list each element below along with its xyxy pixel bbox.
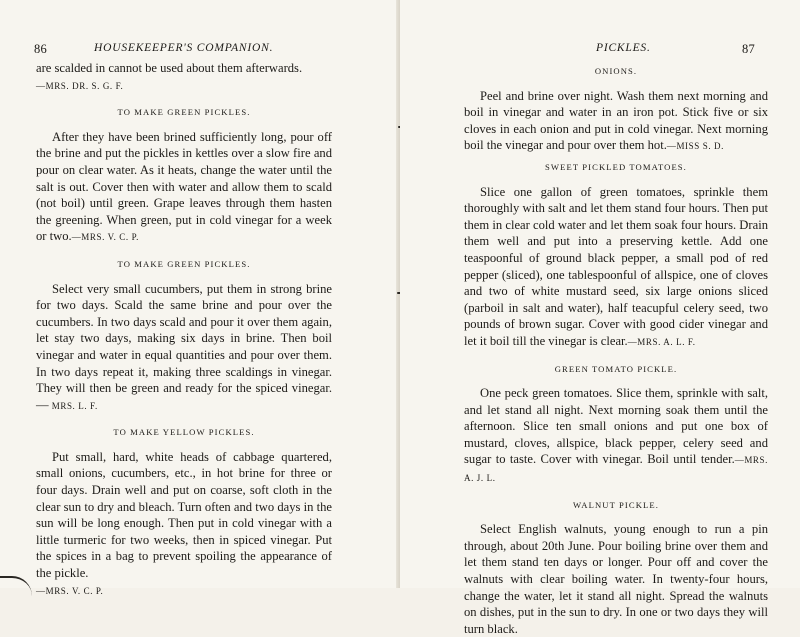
recipe-body: Select very small cucumbers, put them in strong brine for two days. Scald the same brine and pour over the cucumbers. In two days scald and pour it over them again, let stay two days, making six days in brine. Then boil vinegar and water in equal quantities and pour over them. In two days repeat it, making three scaldings in vinegar. They will then be green and ready for the spiced vinegar.— MRS. L. F.: [36, 281, 332, 412]
recipe-body: Select English walnuts, young enough to run a pin through, about 20th June. Pour boiling brine over them and let them stand ten days or longer. Pour off and cover the walnuts with clear boiling water. In twenty-four hours, change the water, let it stand all night. Spread the walnuts on dishes, put in the sun to dry. In one or two days they will turn black.: [464, 522, 768, 636]
left-text-column: [36, 60, 332, 599]
recipe-title: ONIONS.: [594, 66, 638, 76]
right-page-number: 87: [742, 42, 756, 56]
recipe-body: Slice one gallon of green tomatoes, sprinkle them thoroughly with salt and let them stand four hours. Then put them in clear cold water and let them soak four hours. Drain them well and put into a preserving kettle. Add one teaspoonful of ground black pepper, a small pod of red pepper (sliced), one tablespoonful of allspice, one of cloves and two of white mustard seed, six large onions sliced (parboil in salt and water), half teacupful celery seed, two pounds of brown sugar. Cover with good cider vinegar and let it boil till the vinegar is clear.—MRS. A. L. F.: [464, 184, 768, 348]
signature: —MRS. A. J. L.: [464, 455, 768, 484]
carryover-text: are scalded in cannot be used about them afterwards.: [36, 61, 303, 75]
left-page: [0, 0, 400, 596]
carryover-paragraph: [36, 60, 332, 94]
left-running-head: HOUSEKEEPER'S COMPANION.: [94, 42, 274, 54]
recipe-body: After they have been brined sufficiently long, pour off the brine and put the pickles in kettles over a slow fire and pour on clear water. As it heats, change the water until the salt is out. Cover then with water and allow them to scald (not boil) until green. Grape leaves through them hasten the greening. When green, put in cold vinegar for a week or two.—MRS. V. C. P.: [36, 129, 332, 244]
right-running-head: PICKLES.: [596, 42, 651, 54]
right-page: [400, 0, 800, 636]
recipe-title: TO MAKE YELLOW PICKLES.: [113, 427, 255, 438]
signature: —MRS. V. C. P.: [36, 585, 104, 596]
left-page-number: 86: [34, 42, 48, 56]
recipe-title: TO MAKE GREEN PICKLES.: [117, 258, 251, 269]
recipe-title: TO MAKE GREEN PICKLES.: [117, 107, 251, 118]
page-curl-mark: [0, 576, 32, 596]
recipe-body: One peck green tomatoes. Slice them, sprinkle with salt, and let stand all night. Next morning soak them until the afternoon. Slice ten small onions and put one box of mustard, cloves, allspice, black pepper, celery seed and sugar to taste. Cover with vinegar. Boil until tender.—MRS. A. J. L.: [464, 386, 768, 484]
recipe-body: Put small, hard, white heads of cabbage quartered, small onions, cucumbers, etc., in hot brine for three or four days. Drain well and put on coarse, soft cloth in the clear sun to dry and bleach. Turn often and two days in the sun will be long enough. Then put in cold vinegar with a little turmeric for two weeks, then in spiced vinegar. Put the spices in a bag to prevent spoiling the appearance of the pickle. —MRS. V. C. P.: [36, 449, 332, 596]
recipe-body: Peel and brine over night. Wash them next morning and boil in vinegar and water in an iron pot. Stick five or six cloves in each onion and put in cold vinegar. Next morning boil the vinegar and pour over them hot.—MISS S. D.: [464, 88, 768, 153]
signature: —MRS. V. C. P.: [71, 232, 140, 243]
signature: —MRS. A. L. F.: [627, 336, 696, 347]
signature: MRS. L. F.: [51, 400, 98, 411]
recipe-title: GREEN TOMATO PICKLE.: [554, 363, 678, 374]
signature: —MISS S. D.: [666, 141, 724, 152]
recipe-title: SWEET PICKLED TOMATOES.: [545, 161, 687, 172]
signature: —MRS. DR. S. G. F.: [36, 80, 124, 91]
right-text-column: [464, 56, 768, 637]
recipe-title: WALNUT PICKLE.: [573, 499, 659, 510]
